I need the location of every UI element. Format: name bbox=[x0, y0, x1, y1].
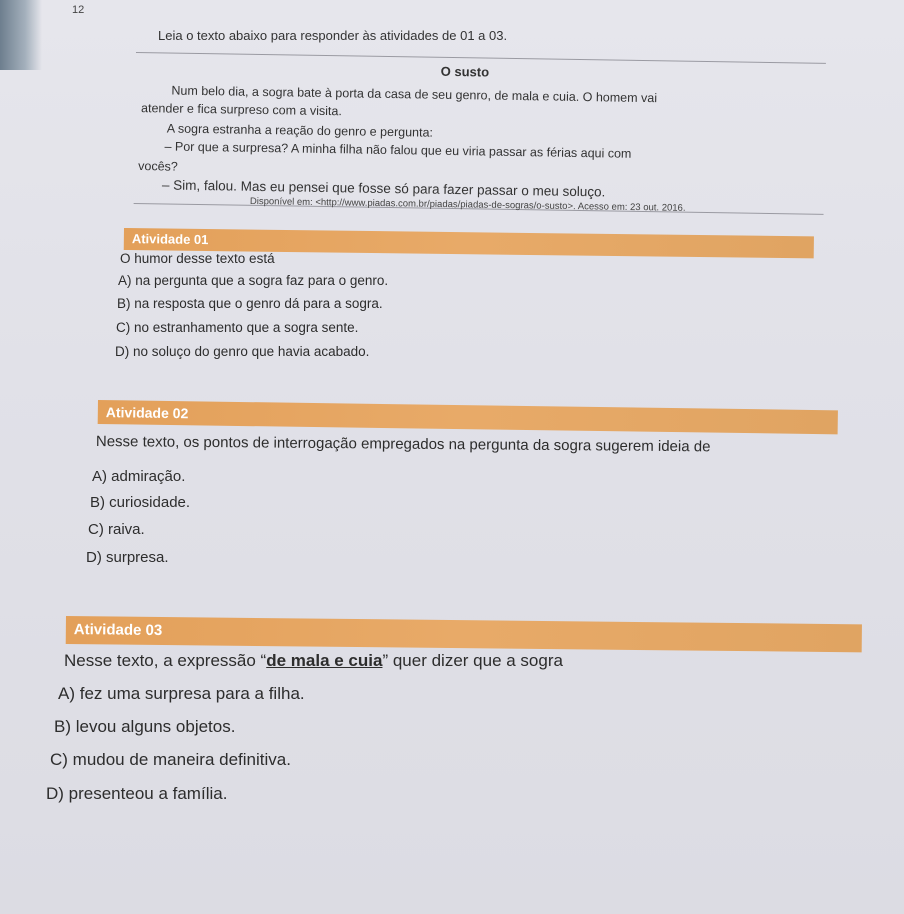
activity-01-label: Atividade 01 bbox=[131, 231, 209, 248]
activity-02-option-d[interactable]: D) surpresa. bbox=[86, 549, 169, 566]
story-line: vocês? bbox=[138, 159, 178, 174]
activity-02-header-bar bbox=[98, 400, 838, 434]
activity-02-question: Nesse texto, os pontos de interrogação empregados na pergunta da sogra sugerem ideia de bbox=[95, 433, 711, 456]
activity-01-question: O humor desse texto está bbox=[120, 251, 275, 266]
activity-03-header-bar bbox=[66, 616, 862, 652]
story-line: Num belo dia, a sogra bate à porta da casa de seu genro, de mala e cuia. O homem vai bbox=[171, 83, 658, 106]
activity-03-option-a[interactable]: A) fez uma surpresa para a filha. bbox=[58, 684, 305, 703]
activity-01-option-b[interactable]: B) na resposta que o genro dá para a sogra. bbox=[117, 296, 383, 311]
story-line: atender e fica surpreso com a visita. bbox=[141, 101, 343, 119]
activity-02-option-c[interactable]: C) raiva. bbox=[88, 521, 145, 538]
activity-02-label: Atividade 02 bbox=[105, 404, 189, 422]
activity-03-option-c[interactable]: C) mudou de maneira definitiva. bbox=[50, 750, 291, 769]
activity-01-option-a[interactable]: A) na pergunta que a sogra faz para o genro. bbox=[118, 273, 389, 288]
activity-03-option-b[interactable]: B) levou alguns objetos. bbox=[54, 717, 236, 736]
activity-03-label: Atividade 03 bbox=[73, 621, 163, 640]
page-edge-shadow bbox=[0, 0, 42, 70]
story-line: A sogra estranha a reação do genro e pergunta: bbox=[166, 121, 434, 140]
activity-03-question-suffix: ” quer dizer que a sogra bbox=[382, 651, 563, 670]
intro-instruction: Leia o texto abaixo para responder às atividades de 01 a 03. bbox=[158, 28, 508, 43]
activity-03-question bbox=[64, 651, 563, 671]
activity-02-option-a[interactable]: A) admiração. bbox=[92, 468, 186, 485]
story-title: O susto bbox=[440, 63, 490, 80]
story-text-box bbox=[134, 52, 826, 215]
activity-01-option-c[interactable]: C) no estranhamento que a sogra sente. bbox=[116, 320, 359, 335]
story-line: – Sim, falou. Mas eu pensei que fosse só para fazer passar o meu soluço. bbox=[161, 177, 606, 200]
source-citation: Disponível em: <http://www.piadas.com.br/piadas/piadas-de-sogras/o-susto>. Acesso em: 23 out. 2016. bbox=[249, 196, 686, 214]
activity-03-option-d[interactable]: D) presenteou a família. bbox=[46, 784, 228, 803]
story-line: – Por que a surpresa? A minha filha não falou que eu viria passar as férias aqui com bbox=[164, 139, 632, 161]
page-number: 12 bbox=[72, 4, 85, 16]
activity-02-option-b[interactable]: B) curiosidade. bbox=[90, 494, 191, 511]
activity-03-question-emphasis: de mala e cuia bbox=[266, 651, 383, 670]
activity-03-question-prefix: Nesse texto, a expressão “ bbox=[64, 651, 267, 670]
activity-01-option-d[interactable]: D) no soluço do genro que havia acabado. bbox=[115, 344, 370, 359]
